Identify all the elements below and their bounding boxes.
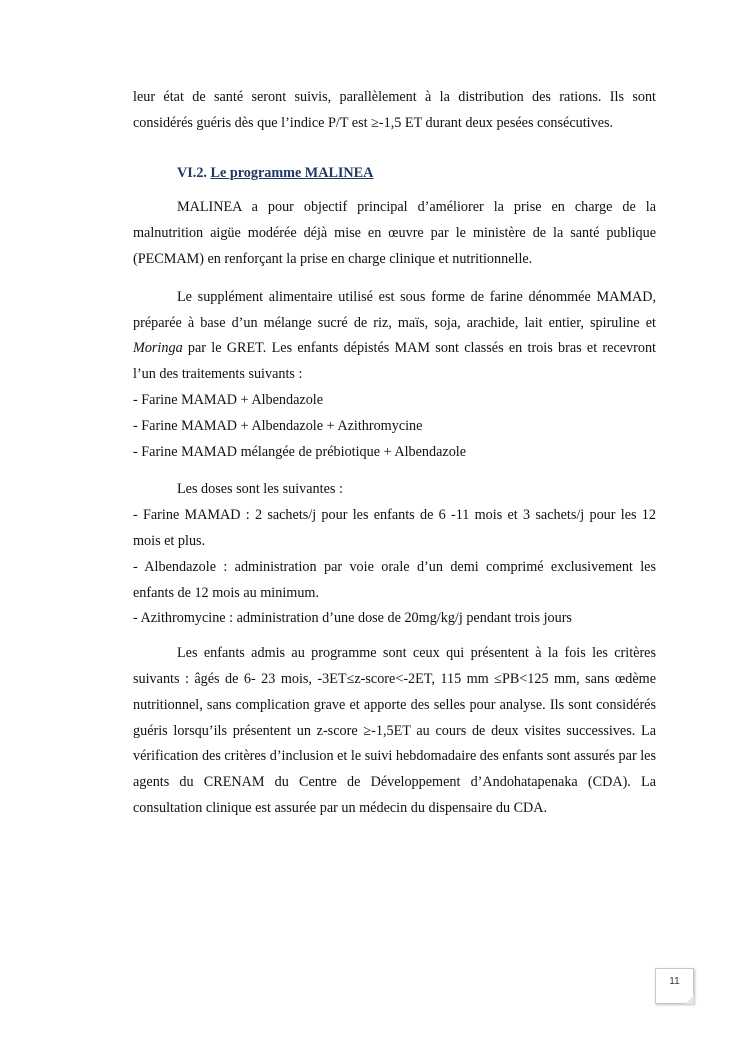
page-number: 11 bbox=[669, 976, 680, 987]
supplement-paragraph bbox=[133, 285, 656, 388]
dose-item: - Farine MAMAD : 2 sachets/j pour les enfants de 6 -11 mois et 3 sachets/j pour les 12 mois et plus. bbox=[133, 507, 656, 549]
intro-paragraph: leur état de santé seront suivis, parallèlement à la distribution des rations. Ils sont considérés guéris dès que l’indice P/T est ≥-1,5 ET durant deux pesées consécutives. bbox=[133, 89, 656, 131]
page-fold-corner bbox=[685, 995, 694, 1004]
dose-item: - Albendazole : administration par voie orale d’un demi comprimé exclusivement les enfants de 12 mois au minimum. bbox=[133, 558, 656, 601]
heading-title: Le programme MALINEA bbox=[210, 164, 374, 181]
page-number-box bbox=[655, 968, 694, 1004]
heading-number: VI.2. bbox=[177, 164, 211, 181]
supplement-text-1: Le supplément alimentaire utilisé est sous forme de farine dénommée MAMAD, préparée à base d’un mélange sucré de riz, maïs, soja, arachide, lait entier, spiruline et bbox=[133, 288, 656, 331]
treatment-item: - Farine MAMAD mélangée de prébiotique + Albendazole bbox=[133, 443, 467, 460]
treatment-item: - Farine MAMAD + Albendazole + Azithromycine bbox=[133, 417, 423, 434]
treatment-item: - Farine MAMAD + Albendazole bbox=[133, 391, 324, 408]
doses-intro: Les doses sont les suivantes : bbox=[177, 481, 343, 498]
document-page bbox=[133, 85, 656, 822]
dose-item: - Azithromycine : administration d’une dose de 20mg/kg/j pendant trois jours bbox=[133, 610, 572, 627]
supplement-italic: Moringa bbox=[133, 340, 183, 357]
objective-paragraph: MALINEA a pour objectif principal d’améliorer la prise en charge de la malnutrition aigüe modérée déjà mise en œuvre par le ministère de la santé publique (PECMAM) en renforçant la prise en charge clinique et nutritionnelle. bbox=[133, 199, 656, 267]
supplement-text-2: par le GRET. Les enfants dépistés MAM sont classés en trois bras et recevront l’un des traitements suivants : bbox=[133, 340, 656, 383]
criteria-paragraph: Les enfants admis au programme sont ceux qui présentent à la fois les critères suivants : âgés de 6- 23 mois, -3ET≤z-score<-2ET, 115 mm ≤PB<125 mm, sans œdème nutritionnel, sans complication grave et apporte des selles pour analyse. Ils sont considérés guéris lorsqu’ils présentent un z-score ≥-1,5ET au cours de deux visites successives. La vérification des critères d’inclusion et le suivi hebdomadaire des enfants sont assurés par les agents du CRENAM du Centre de Développement d’Andohatapenaka (CDA). La consultation clinique est assurée par un médecin du dispensaire du CDA. bbox=[133, 645, 656, 816]
section-heading bbox=[133, 161, 656, 187]
